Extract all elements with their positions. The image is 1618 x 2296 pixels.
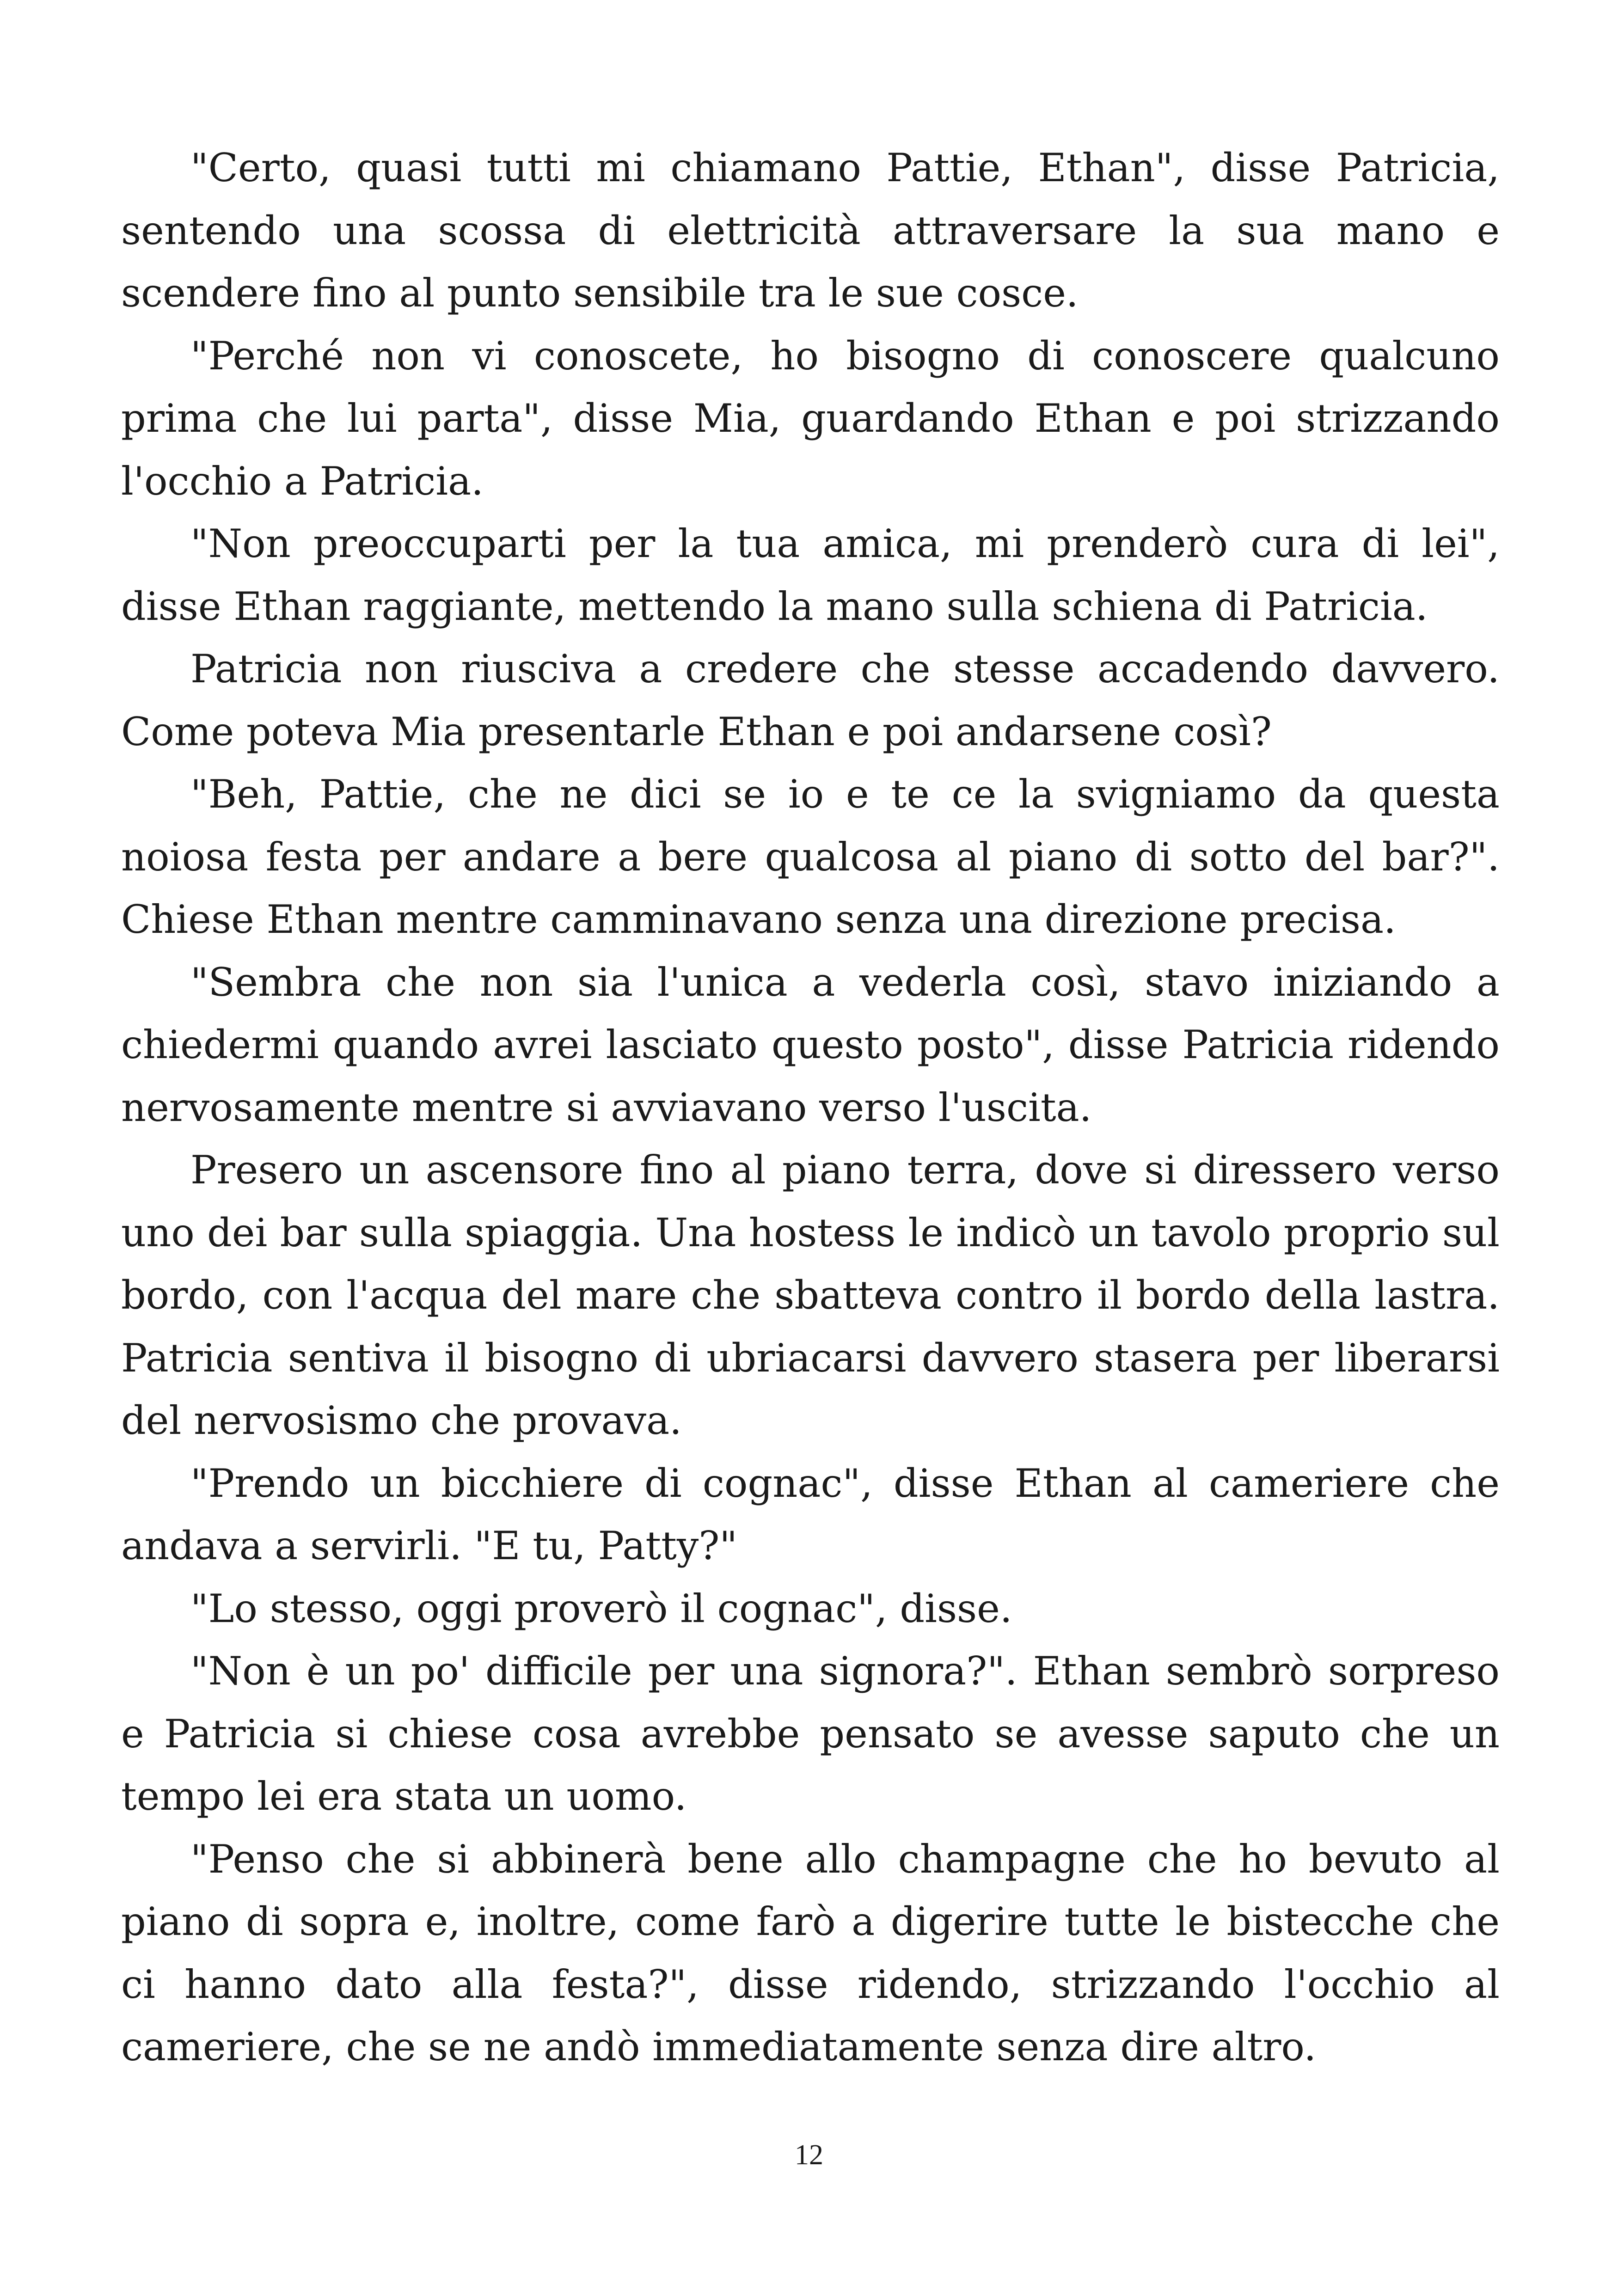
paragraph-5: "Beh, Pattie, che ne dici se io e te ce la svigniamo da questa noiosa festa per andare a bere qualcosa al piano di sotto del bar?". Chiese Ethan mentre camminavano senza una direzione precisa. [121,771,1500,942]
page-number: 12 [795,2139,823,2171]
paragraph-11: "Penso che si abbinerà bene allo champagne che ho bevuto al piano di sopra e, inoltre, come farò a digerire tutte le bistecche che ci hanno dato alla festa?", disse ridendo, strizzando l'occhio al cameriere, che se ne andò immediatamente senza dire altro. [121,1836,1500,2069]
paragraph-3: "Non preoccuparti per la tua amica, mi prenderò cura di lei", disse Ethan raggiante, mettendo la mano sulla schiena di Patricia. [121,521,1500,629]
paragraph-1: "Certo, quasi tutti mi chiamano Pattie, Ethan", disse Patricia, sentendo una scossa di elettricità attraversare la sua mano e scendere fino al punto sensibile tra le sue cosce. [121,145,1500,316]
paragraph-7: Presero un ascensore fino al piano terra, dove si diressero verso uno dei bar sulla spiaggia. Una hostess le indicò un tavolo proprio sul bordo, con l'acqua del mare che sbatteva contro il bordo della lastra. Patricia sentiva il bisogno di ubriacarsi davvero stasera per liberarsi del nervosismo che provava. [121,1147,1500,1443]
body-text [121,137,1500,2079]
paragraph-9: "Lo stesso, oggi proverò il cognac", disse. [190,1586,1012,1631]
paragraph-10: "Non è un po' difficile per una signora?". Ethan sembrò sorpreso e Patricia si chiese cosa avrebbe pensato se avesse saputo che un tempo lei era stata un uomo. [121,1648,1500,1819]
paragraph-4: Patricia non riusciva a credere che stesse accadendo davvero. Come poteva Mia presentarle Ethan e poi andarsene così? [121,646,1500,754]
paragraph-8: "Prendo un bicchiere di cognac", disse Ethan al cameriere che andava a servirli. "E tu, Patty?" [121,1460,1500,1568]
paragraph-2: "Perché non vi conoscete, ho bisogno di conoscere qualcuno prima che lui parta", disse Mia, guardando Ethan e poi strizzando l'occhio a Patricia. [121,333,1500,504]
paragraph-6: "Sembra che non sia l'unica a vederla così, stavo iniziando a chiedermi quando avrei lasciato questo posto", disse Patricia ridendo nervosamente mentre si avviavano verso l'uscita. [121,959,1500,1130]
